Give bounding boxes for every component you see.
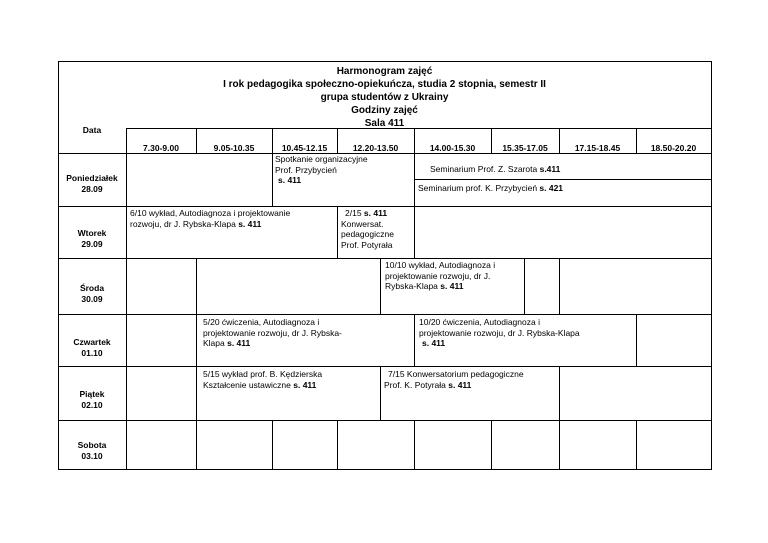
day-label-wednesday: [58, 283, 126, 305]
cell-line: [414, 420, 415, 469]
event-room: s. 421: [539, 183, 564, 193]
cell-line: [272, 153, 273, 206]
day-label-saturday: [58, 440, 126, 462]
event-line: Prof. K. Potyrała: [384, 379, 449, 390]
time-header: 18.50-20.20: [650, 143, 697, 153]
event-line: 6/10 wykład, Autodiagnoza i projektowanie: [130, 208, 291, 218]
day-date: 30.09: [81, 294, 103, 304]
day-label-tuesday: [58, 228, 126, 250]
day-date: 02.10: [81, 400, 103, 410]
event-line: 7/15 Konwersatorium pedagogiczne: [388, 369, 524, 379]
event-line: projektowanie rozwoju, dr J.: [385, 270, 491, 281]
row-line-3: [58, 314, 711, 315]
cell-line: [414, 179, 711, 180]
time-header: 7.30-9.00: [143, 143, 179, 153]
time-header: 15.35-17.05: [502, 143, 548, 153]
row-line-2: [58, 258, 711, 259]
row-line-4: [58, 366, 711, 367]
event-line: 5/15 wykład prof. B. Kędzierska: [203, 369, 323, 379]
day-label-monday: [58, 173, 126, 195]
event-line: Klapa: [203, 338, 228, 348]
event-seminar-przybycien: [418, 183, 563, 194]
cell-line: [414, 314, 415, 366]
day-date: 01.10: [81, 348, 103, 358]
event-line: Rybska-Klapa: [385, 281, 441, 291]
table-border-bottom: [58, 469, 712, 470]
cell-line: [196, 366, 197, 420]
title-line: I rok pedagogika społeczno-opiekuńcza, studia 2 stopnia, semestr II: [223, 79, 546, 90]
day-name: Poniedziałek: [66, 173, 118, 183]
event-line: projektowanie rozwoju, dr J. Rybska-Klapa: [419, 327, 580, 338]
cell-line: [491, 420, 492, 469]
event-room: s. 411: [293, 379, 317, 390]
title-line: grupa studentów z Ukrainy: [320, 92, 449, 103]
cell-line: [272, 420, 273, 469]
event-thu-cwiczenia-10-20: [419, 317, 580, 349]
cell-line: [196, 258, 197, 314]
table-border-top: [58, 61, 712, 62]
cell-line: [559, 366, 560, 420]
event-line: Kształcenie ustawiczne: [203, 379, 294, 390]
cell-line: [380, 258, 381, 314]
day-name: Piątek: [79, 389, 105, 399]
cell-line: [636, 314, 637, 366]
cell-line: [196, 314, 197, 366]
day-label-thursday: [58, 337, 126, 359]
event-tue-wyklad: [130, 208, 290, 229]
cell-line: [559, 258, 560, 314]
day-date: 28.09: [81, 184, 103, 194]
event-line: Spotkanie organizacyjne: [275, 154, 368, 164]
day-date: 29.09: [81, 239, 103, 249]
event-line: 2/15: [345, 208, 364, 218]
row-line-5: [58, 420, 711, 421]
event-line: 5/20 ćwiczenia, Autodiagnoza i: [203, 317, 320, 327]
event-text: Seminarium prof. K. Przybycień: [418, 183, 540, 193]
event-line: 10/20 ćwiczenia, Autodiagnoza i: [419, 317, 540, 327]
event-fri-konwersatorium: [384, 369, 524, 390]
cell-line: [337, 206, 338, 258]
event-line: projektowanie rozwoju, dr J. Rybska-: [203, 327, 342, 338]
cell-line: [196, 420, 197, 469]
time-header: 10.45-12.15: [281, 143, 328, 153]
date-column-header: Data: [82, 125, 102, 135]
event-room: s. 411: [278, 175, 302, 185]
event-line: rozwoju, dr J. Rybska-Klapa: [130, 218, 239, 229]
event-tue-konwersat: [341, 208, 394, 250]
cell-line: [559, 420, 560, 469]
cell-line: [636, 420, 637, 469]
event-room: s. 411: [448, 379, 472, 390]
title-line: Sala 411: [364, 118, 405, 129]
event-line: 10/10 wykład, Autodiagnoza i: [385, 260, 496, 270]
table-border-right: [711, 61, 712, 470]
day-name: Czwartek: [73, 337, 111, 347]
event-fri-wyklad: [203, 369, 322, 390]
day-name: Środa: [79, 283, 105, 293]
event-text: Seminarium Prof. Z. Szarota: [430, 164, 540, 174]
cell-line: [380, 366, 381, 420]
event-thu-cwiczenia-5-20: [203, 317, 342, 349]
time-header: 12.20-13.50: [352, 143, 399, 153]
time-header: 17.15-18.45: [574, 143, 621, 153]
time-header: 14.00-15.30: [429, 143, 476, 153]
title-line: Harmonogram zajęć: [336, 66, 433, 77]
cell-line: [414, 206, 415, 258]
event-seminar-szarota: [430, 164, 560, 175]
day-name: Sobota: [77, 440, 107, 450]
schedule-title: [58, 65, 711, 130]
day-label-friday: [58, 389, 126, 411]
event-room: s.411: [539, 164, 561, 174]
event-line: Prof. Przybycień: [275, 164, 337, 175]
date-column-divider: [126, 128, 127, 469]
event-wed-wyklad: [385, 260, 495, 292]
cell-line: [524, 258, 525, 314]
event-line: pedagogiczne: [341, 229, 394, 239]
cell-line: [337, 420, 338, 469]
event-room: s. 411: [227, 338, 251, 348]
event-room: s. 411: [422, 338, 446, 348]
day-name: Wtorek: [77, 228, 107, 238]
event-room: s. 411: [363, 208, 388, 218]
event-line: Konwersat.: [341, 218, 384, 229]
event-spotkanie-organizacyjne: [275, 154, 368, 186]
event-line: Prof. Potyrała: [341, 239, 393, 250]
event-room: s. 411: [440, 281, 464, 291]
day-date: 03.10: [81, 451, 103, 461]
event-room: s. 411: [238, 218, 262, 229]
row-line-1: [58, 206, 711, 207]
title-line: Godziny zajęć: [351, 105, 418, 116]
time-header: 9.05-10.35: [213, 143, 255, 153]
